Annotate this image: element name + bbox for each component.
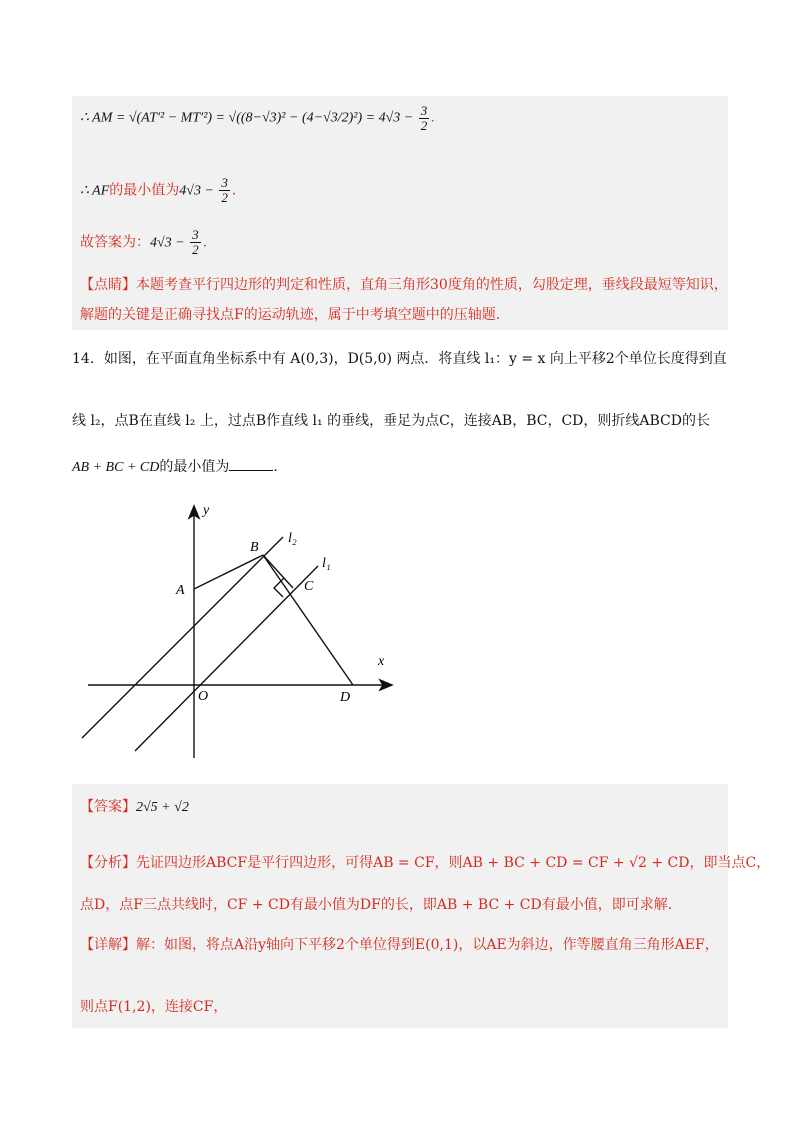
- af-prefix: ∴ AF: [80, 183, 110, 199]
- answer-line: [80, 796, 189, 816]
- label-x: x: [378, 654, 385, 669]
- analysis-line-1: 【分析】先证四边形ABCF是平行四边形，可得AB = CF，则AB + BC + CD = CF + √2 + CD，即当点C，: [80, 855, 771, 871]
- right-angle-mark: [274, 578, 284, 597]
- am-frac-den: 2: [420, 118, 428, 133]
- answer-value-top: 4√3 −: [150, 235, 189, 251]
- analysis-line-2: 点D，点F三点共线时，CF + CD有最小值为DF的长，即AB + BC + CD有最小值，即可求解.: [80, 897, 673, 913]
- question-line-1: 14．如图，在平面直角坐标系中有 A(0,3)，D(5,0) 两点．将直线 l₁：y = x 向上平移2个单位长度得到直: [72, 351, 727, 367]
- answer-frac-den: 2: [192, 242, 199, 257]
- label-l2: l₂: [288, 531, 297, 546]
- am-formula-text: ∴ AM = √(AT′² − MT′²) = √((8−√3)² − (4−√3/2)²) = 4√3 −: [80, 110, 417, 126]
- answer-label-top: 故答案为：: [80, 234, 150, 251]
- comment-line-2: 解题的关键是正确寻找点F的运动轨迹，属于中考填空题中的压轴题.: [80, 307, 501, 323]
- am-frac-num: 3: [420, 103, 428, 118]
- label-l1: l₁: [322, 556, 331, 571]
- af-frac-den: 2: [221, 190, 228, 205]
- line-l2: [82, 537, 283, 738]
- segment-ab: [194, 555, 263, 589]
- af-value: 4√3 −: [179, 183, 218, 199]
- answer-label: 【答案】: [80, 799, 136, 815]
- label-b: B: [250, 540, 259, 555]
- question-line-2: 线 l₂，点B在直线 l₂ 上，过点B作直线 l₁ 的垂线，垂足为点C，连接AB，BC，CD，则折线ABCD的长: [72, 413, 710, 429]
- am-end: .: [431, 110, 435, 126]
- label-c: C: [304, 579, 314, 594]
- af-text: 的最小值为: [109, 182, 180, 199]
- answer-frac-num: 3: [192, 227, 199, 242]
- detail-line-1: 【详解】解：如图，将点A沿y轴向下平移2个单位得到E(0,1)，以AE为斜边，作等腰直角三角形AEF，: [80, 937, 719, 953]
- label-y: y: [203, 503, 210, 518]
- question-line3-text: 的最小值为: [159, 459, 230, 475]
- segment-cd: [263, 555, 353, 685]
- answer-value: 2√5 + √2: [136, 800, 189, 815]
- comment-line-1: 【点睛】本题考查平行四边形的判定和性质，直角三角形30度角的性质，勾股定理，垂线段最短等知识，: [80, 277, 728, 293]
- label-a: A: [176, 583, 185, 598]
- af-frac-num: 3: [221, 175, 228, 190]
- answer-end-top: .: [202, 234, 208, 251]
- question-line3-end: .: [273, 459, 278, 475]
- detail-line-2: 则点F(1,2)，连接CF，: [80, 999, 228, 1015]
- label-d: D: [340, 690, 351, 705]
- label-o: O: [198, 689, 209, 704]
- question-line3-math: AB + BC + CD: [72, 460, 160, 475]
- af-end: .: [231, 182, 237, 199]
